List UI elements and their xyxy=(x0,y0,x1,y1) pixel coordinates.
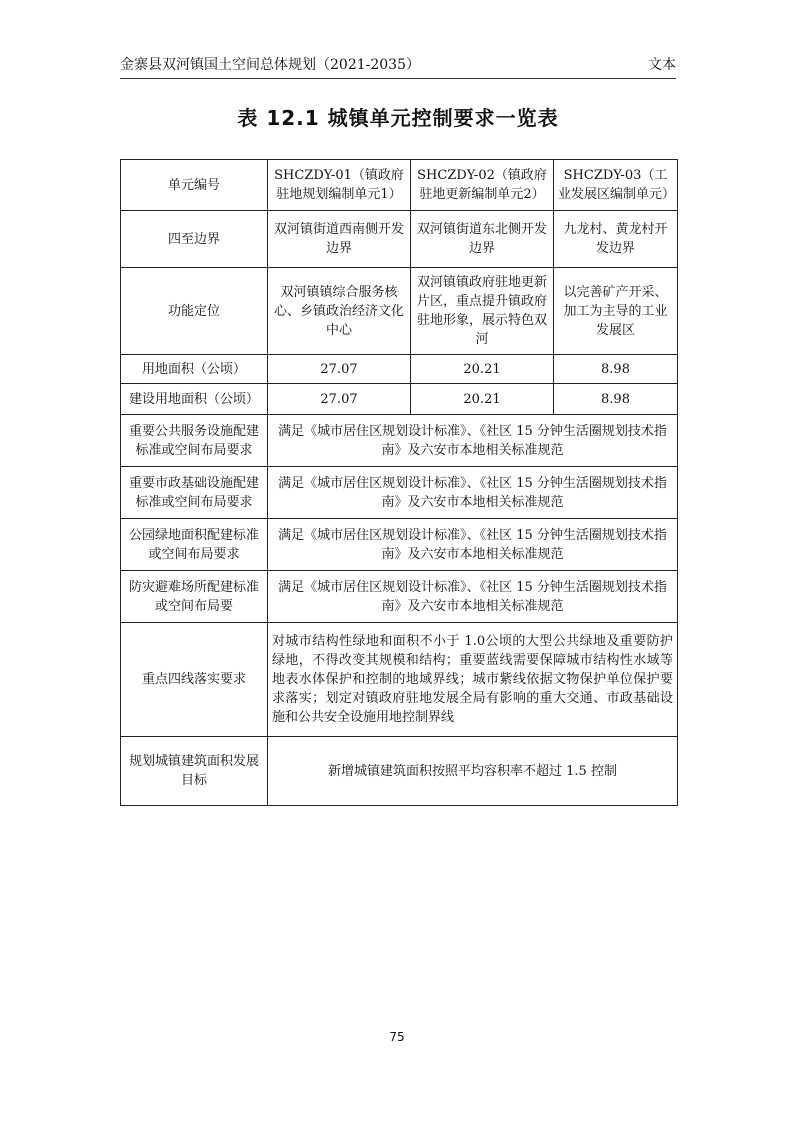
row-label-unit: 单元编号 xyxy=(121,160,268,211)
table-title: 表 12.1 城镇单元控制要求一览表 xyxy=(237,106,559,130)
unit-control-table xyxy=(120,159,678,806)
table-row xyxy=(121,211,678,268)
row-label-construction-area: 建设用地面积（公顷） xyxy=(121,384,268,415)
table-row xyxy=(121,384,678,415)
unit-2-function: 双河镇镇政府驻地更新片区，重点提升镇政府驻地形象，展示特色双河 xyxy=(411,268,554,355)
unit-2-code: SHCZDY-02（镇政府驻地更新编制单元2） xyxy=(411,160,554,211)
table-row xyxy=(121,268,678,355)
row-label-function: 功能定位 xyxy=(121,268,268,355)
row-label-boundary: 四至边界 xyxy=(121,211,268,268)
unit-3-function: 以完善矿产开采、加工为主导的工业发展区 xyxy=(554,268,678,355)
page-header xyxy=(120,52,676,79)
row-label-disaster: 防灾避难场所配建标准或空间布局要 xyxy=(121,571,268,623)
row-label-municipal: 重要市政基础设施配建标准或空间布局要求 xyxy=(121,467,268,519)
unit-3-land-area: 8.98 xyxy=(554,355,678,384)
four-lines-requirement: 对城市结构性绿地和面积不小于 1.0公顷的大型公共绿地及重要防护绿地，不得改变其规模和结构；重要蓝线需要保障城市结构性水域等地表水体保护和控制的地域界线；城市紫线依据文物保护单位保护要求落实；划定对镇政府驻地发展全局有影响的重大交通、市政基础设施和公共安全设施用地控制界线 xyxy=(268,623,678,737)
table-row xyxy=(121,571,678,623)
unit-2-boundary: 双河镇街道东北侧开发边界 xyxy=(411,211,554,268)
header-section: 文本 xyxy=(648,57,676,73)
unit-1-land-area: 27.07 xyxy=(268,355,411,384)
unit-3-construction-area: 8.98 xyxy=(554,384,678,415)
floor-area-target: 新增城镇建筑面积按照平均容积率不超过 1.5 控制 xyxy=(268,737,678,806)
table-row xyxy=(121,737,678,806)
table-row xyxy=(121,467,678,519)
unit-1-boundary: 双河镇街道西南侧开发边界 xyxy=(268,211,411,268)
row-label-land-area: 用地面积（公顷） xyxy=(121,355,268,384)
page-number: 75 xyxy=(389,1030,405,1044)
municipal-requirement: 满足《城市居住区规划设计标准》、《社区 15 分钟生活圈规划技术指南》及六安市本地相关标准规范 xyxy=(268,467,678,519)
green-requirement: 满足《城市居住区规划设计标准》、《社区 15 分钟生活圈规划技术指南》及六安市本地相关标准规范 xyxy=(268,519,678,571)
unit-1-code: SHCZDY-01（镇政府驻地规划编制单元1） xyxy=(268,160,411,211)
row-label-green: 公园绿地面积配建标准或空间布局要求 xyxy=(121,519,268,571)
header-title: 金寨县双河镇国土空间总体规划（2021-2035） xyxy=(120,57,420,73)
table-row xyxy=(121,355,678,384)
table-row xyxy=(121,623,678,737)
unit-1-construction-area: 27.07 xyxy=(268,384,411,415)
public-service-requirement: 满足《城市居住区规划设计标准》、《社区 15 分钟生活圈规划技术指南》及六安市本地相关标准规范 xyxy=(268,415,678,467)
table-row xyxy=(121,519,678,571)
unit-3-code: SHCZDY-03（工业发展区编制单元） xyxy=(554,160,678,211)
unit-2-construction-area: 20.21 xyxy=(411,384,554,415)
disaster-requirement: 满足《城市居住区规划设计标准》、《社区 15 分钟生活圈规划技术指南》及六安市本地相关标准规范 xyxy=(268,571,678,623)
row-label-public-service: 重要公共服务设施配建标准或空间布局要求 xyxy=(121,415,268,467)
unit-3-boundary: 九龙村、黄龙村开发边界 xyxy=(554,211,678,268)
row-label-floor-area: 规划城镇建筑面积发展目标 xyxy=(121,737,268,806)
unit-2-land-area: 20.21 xyxy=(411,355,554,384)
unit-1-function: 双河镇镇综合服务核心、乡镇政治经济文化中心 xyxy=(268,268,411,355)
table-row xyxy=(121,415,678,467)
table-row xyxy=(121,160,678,211)
row-label-four-lines: 重点四线落实要求 xyxy=(121,623,268,737)
